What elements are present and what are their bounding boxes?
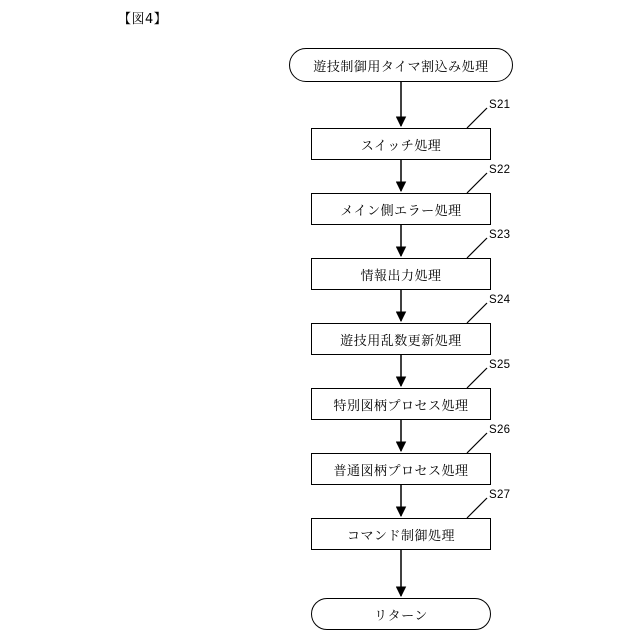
step-label-s25: S25 [489, 359, 511, 371]
node-s24-label: 遊技用乱数更新処理 [340, 333, 462, 349]
node-return-label: リターン [374, 608, 428, 624]
node-start [289, 48, 513, 82]
node-s22 [311, 193, 491, 225]
node-s22-label: メイン側エラー処理 [340, 203, 462, 219]
step-label-s27: S27 [489, 489, 511, 501]
node-s27 [311, 518, 491, 550]
node-s26 [311, 453, 491, 485]
node-s23-label: 情報出力処理 [360, 268, 442, 284]
step-label-s21: S21 [489, 99, 511, 111]
node-s25-label: 特別図柄プロセス処理 [333, 398, 469, 414]
step-label-s24: S24 [489, 294, 511, 306]
step-label-s26: S26 [489, 424, 511, 436]
node-s23 [311, 258, 491, 290]
step-label-s23: S23 [489, 229, 511, 241]
node-s24 [311, 323, 491, 355]
node-s21-label: スイッチ処理 [360, 138, 442, 154]
node-start-label: 遊技制御用タイマ割込み処理 [313, 59, 489, 75]
node-s27-label: コマンド制御処理 [346, 528, 455, 544]
node-s25 [311, 388, 491, 420]
node-s26-label: 普通図柄プロセス処理 [333, 463, 469, 479]
node-return [311, 598, 491, 630]
node-s21 [311, 128, 491, 160]
step-label-s22: S22 [489, 164, 511, 176]
figure-label: 【図4】 [118, 12, 168, 27]
